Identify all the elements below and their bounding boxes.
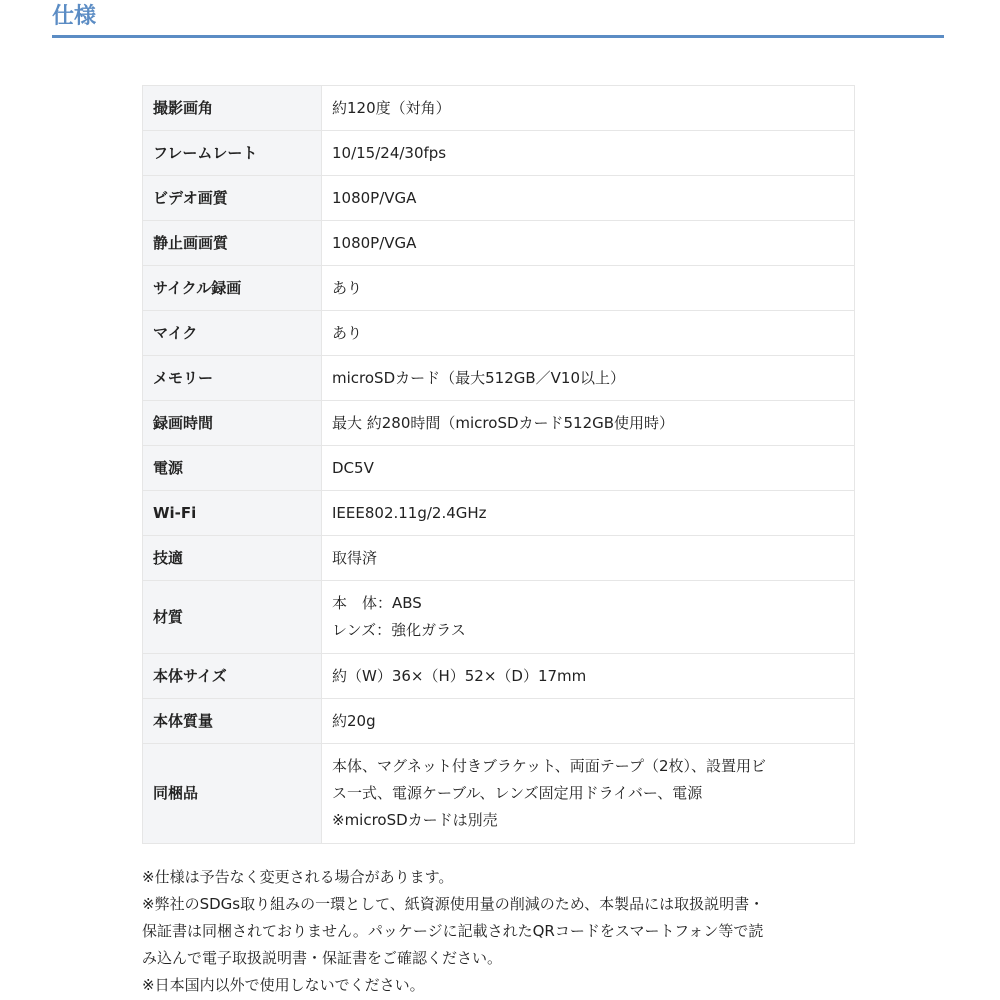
spec-label: 本体サイズ <box>143 654 322 699</box>
spec-label: 同梱品 <box>143 744 322 844</box>
spec-label: 本体質量 <box>143 699 322 744</box>
spec-value <box>322 491 855 536</box>
note-line: み込んで電子取扱説明書・保証書をご確認ください。 <box>142 949 503 967</box>
spec-value-line: microSDカード（最大512GB／V10以上） <box>332 368 626 387</box>
section-header <box>52 0 944 38</box>
spec-label: 録画時間 <box>143 401 322 446</box>
spec-value <box>322 131 855 176</box>
spec-row <box>143 401 855 446</box>
spec-row <box>143 446 855 491</box>
spec-table-body <box>143 86 855 844</box>
spec-value <box>322 266 855 311</box>
spec-value-line: あり <box>332 278 363 297</box>
spec-value-line: 取得済 <box>332 548 378 567</box>
spec-row <box>143 491 855 536</box>
spec-value <box>322 536 855 581</box>
spec-value-line: 最大 約280時間（microSDカード512GB使用時） <box>332 413 675 432</box>
note-line: ※日本国内以外で使用しないでください。 <box>142 976 425 994</box>
spec-label: サイクル録画 <box>143 266 322 311</box>
spec-label: メモリー <box>143 356 322 401</box>
spec-value-line: 1080P/VGA <box>332 233 417 252</box>
spec-value <box>322 744 855 844</box>
spec-value-line: 1080P/VGA <box>332 188 417 207</box>
note-line: ※仕様は予告なく変更される場合があります。 <box>142 868 454 886</box>
spec-row <box>143 266 855 311</box>
spec-value <box>322 176 855 221</box>
spec-value-line: DC5V <box>332 458 374 477</box>
spec-row <box>143 699 855 744</box>
spec-row <box>143 744 855 844</box>
spec-value-line: レンズ：強化ガラス <box>332 621 466 639</box>
spec-label: Wi-Fi <box>143 491 322 536</box>
spec-row <box>143 356 855 401</box>
note-line: 保証書は同梱されておりません。パッケージに記載されたQRコードをスマートフォン等で読 <box>142 922 764 940</box>
spec-label: 材質 <box>143 581 322 654</box>
spec-label: フレームレート <box>143 131 322 176</box>
spec-value-line: 10/15/24/30fps <box>332 143 447 162</box>
spec-row <box>143 536 855 581</box>
spec-value-line: 本体、マグネット付きブラケット、両面テープ（2枚）、設置用ビ <box>332 757 767 775</box>
spec-row <box>143 176 855 221</box>
spec-label: 静止画画質 <box>143 221 322 266</box>
spec-value <box>322 221 855 266</box>
spec-value <box>322 311 855 356</box>
spec-label: 撮影画角 <box>143 86 322 131</box>
spec-table <box>142 85 855 844</box>
section-title: 仕様 <box>52 4 97 29</box>
spec-value <box>322 654 855 699</box>
spec-value <box>322 581 855 654</box>
spec-row <box>143 654 855 699</box>
spec-value <box>322 356 855 401</box>
spec-value-line: 約20g <box>332 711 376 730</box>
spec-value <box>322 446 855 491</box>
spec-row <box>143 131 855 176</box>
spec-label: 電源 <box>143 446 322 491</box>
spec-value-line: 本 体：ABS <box>332 594 422 612</box>
spec-row <box>143 581 855 654</box>
spec-value-line: ス一式、電源ケーブル、レンズ固定用ドライバー、電源 <box>332 784 703 802</box>
spec-value-line: あり <box>332 323 363 342</box>
spec-value <box>322 699 855 744</box>
note-line: ※弊社のSDGs取り組みの一環として、紙資源使用量の削減のため、本製品には取扱説明書・ <box>142 895 765 913</box>
notes <box>142 864 862 999</box>
spec-value-line: 約（W）36×（H）52×（D）17mm <box>332 666 587 685</box>
spec-value-line: IEEE802.11g/2.4GHz <box>332 503 487 522</box>
spec-value-line: 約120度（対角） <box>332 98 451 117</box>
spec-label: マイク <box>143 311 322 356</box>
spec-row <box>143 86 855 131</box>
spec-row <box>143 221 855 266</box>
spec-label: ビデオ画質 <box>143 176 322 221</box>
spec-value <box>322 86 855 131</box>
spec-value <box>322 401 855 446</box>
spec-label: 技適 <box>143 536 322 581</box>
spec-value-line: ※microSDカードは別売 <box>332 811 498 829</box>
spec-row <box>143 311 855 356</box>
